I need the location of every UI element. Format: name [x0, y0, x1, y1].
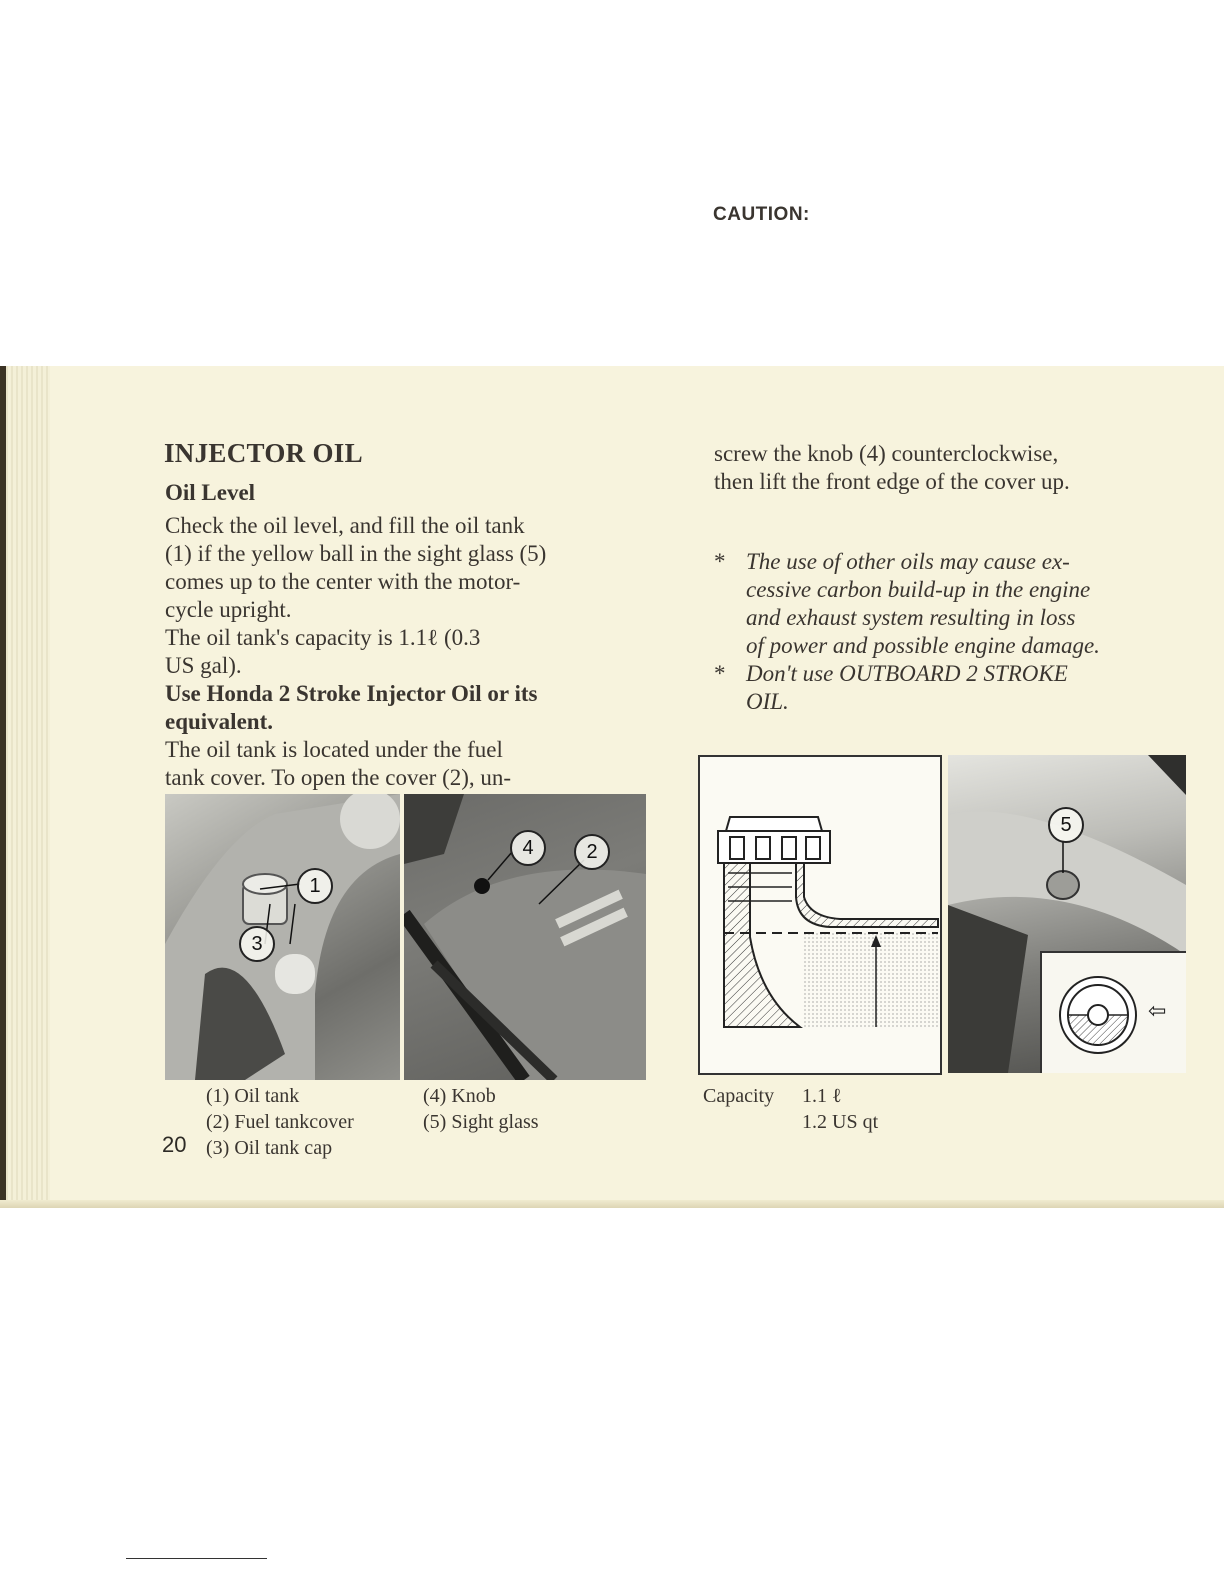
text-line: of power and possible engine damage.: [746, 633, 1100, 658]
caption-item: (4) Knob: [423, 1085, 496, 1107]
text-line: comes up to the center with the motor-: [165, 569, 521, 594]
text-line: (1) if the yellow ball in the sight glass (5): [165, 541, 547, 566]
fuel-tank-cover-photo: [404, 794, 646, 1080]
page-number: 20: [162, 1132, 187, 1157]
text-line: cessive carbon build-up in the engine: [746, 577, 1091, 602]
text-line: US gal).: [165, 653, 242, 678]
text-line: screw the knob (4) counterclockwise,: [714, 441, 1059, 466]
text-line: Use Honda 2 Stroke Injector Oil or its: [165, 681, 538, 706]
text-line: tank cover. To open the cover (2), un-: [165, 765, 512, 790]
callout-oil-tank: 1: [297, 868, 333, 904]
caption-item: (3) Oil tank cap: [206, 1137, 333, 1159]
capacity-label: Capacity: [703, 1085, 775, 1107]
oil-level-paragraph: [165, 512, 635, 792]
footer-rule: [126, 1558, 267, 1559]
page-bottom-edge: [0, 1200, 1224, 1208]
continuation-paragraph: [714, 440, 1186, 496]
text-line: The oil tank's capacity is 1.1ℓ (0.3: [165, 625, 481, 650]
bullet-asterisk: *: [714, 549, 726, 574]
oil-tank-illustration: [165, 794, 400, 1080]
caption-item: (1) Oil tank: [206, 1085, 300, 1107]
caution-list: [714, 548, 1186, 716]
callout-sight-glass: 5: [1048, 807, 1084, 843]
caption-item: (2) Fuel tankcover: [206, 1111, 354, 1133]
callout-fuel-tank-cover: 2: [574, 834, 610, 870]
text-line: and exhaust system resulting in loss: [746, 605, 1076, 630]
bullet-asterisk: *: [714, 661, 726, 686]
caption-list-2: [423, 1083, 539, 1135]
text-line: The use of other oils may cause ex-: [746, 549, 1070, 574]
text-line: Check the oil level, and fill the oil tank: [165, 513, 525, 538]
cross-section-drawing: [700, 757, 940, 1073]
sight-glass-photo: [948, 755, 1186, 1073]
text-line: then lift the front edge of the cover up.: [714, 469, 1070, 494]
page-stack-edge: [0, 366, 50, 1208]
caption-item: (5) Sight glass: [423, 1111, 539, 1133]
caution-item: [714, 548, 1186, 660]
oil-tank-photo: [165, 794, 400, 1080]
text-line: The oil tank is located under the fuel: [165, 737, 503, 762]
text-line: OIL.: [746, 689, 789, 714]
caution-title: CAUTION:: [713, 204, 810, 225]
caution-item: [714, 660, 1186, 716]
sight-glass-inset: [1040, 951, 1186, 1073]
caption-list-1: [206, 1083, 354, 1161]
capacity-value-quarts: 1.2 US qt: [802, 1111, 879, 1133]
arrow-left-icon: ⇦: [1148, 999, 1167, 1024]
text-line: cycle upright.: [165, 597, 292, 622]
subsection-heading: Oil Level: [165, 480, 256, 505]
callout-oil-tank-cap: 3: [239, 926, 275, 962]
section-heading: INJECTOR OIL: [164, 438, 363, 468]
oil-tank-cross-section-diagram: [698, 755, 942, 1075]
callout-knob: 4: [510, 830, 546, 866]
text-line: equivalent.: [165, 709, 273, 734]
text-line: Don't use OUTBOARD 2 STROKE: [746, 661, 1068, 686]
capacity-value-liters: 1.1 ℓ: [802, 1085, 842, 1107]
